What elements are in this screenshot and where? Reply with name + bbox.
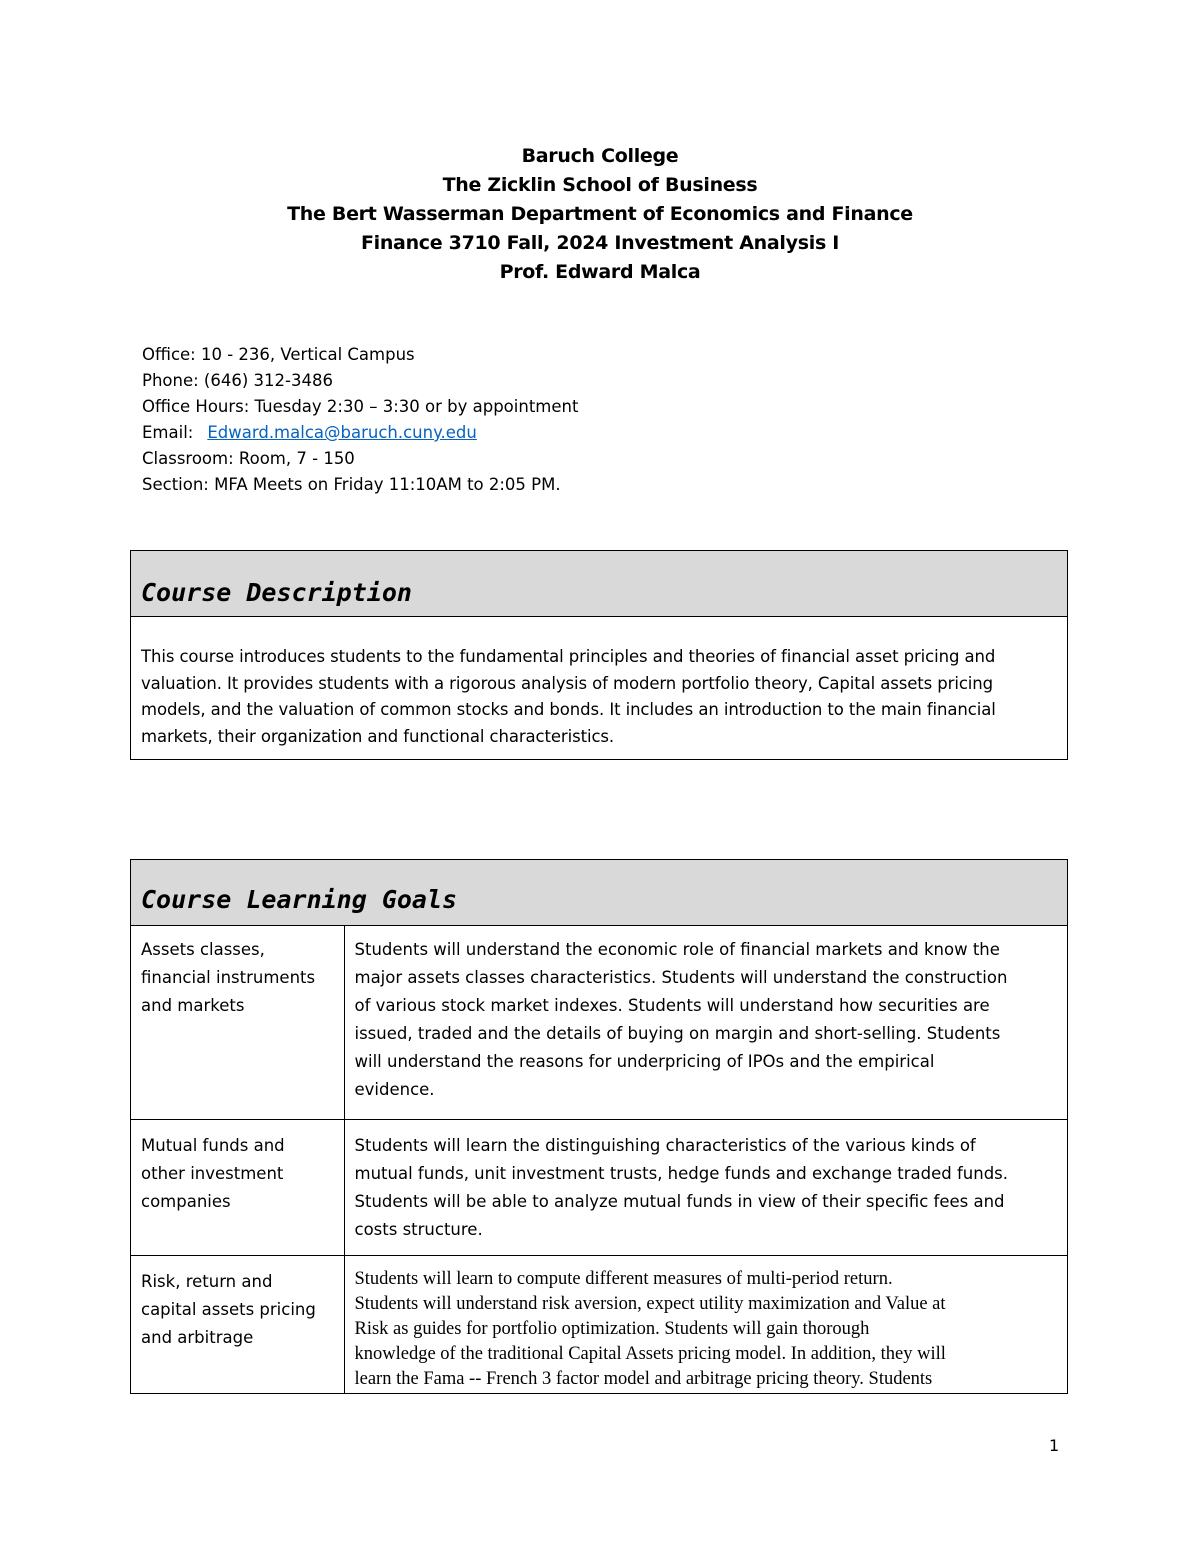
goal-description-line: Students will understand risk aversion, expect utility maximization and Value at — [354, 1293, 946, 1314]
college-name: Baruch College — [521, 145, 679, 167]
page-number: 1 — [1049, 1436, 1060, 1455]
goal-topic-line: Risk, return and — [141, 1271, 273, 1291]
goal-topic-line: and arbitrage — [141, 1327, 254, 1347]
course-learning-goals-title: Course Learning Goals — [131, 860, 1067, 926]
goal-topic-line: and markets — [141, 996, 245, 1015]
goal-description-line: Risk as guides for portfolio optimization. Students will gain thorough — [354, 1318, 870, 1339]
document-heading — [0, 142, 1200, 287]
goal-topic-line: Assets classes, — [141, 940, 265, 959]
goal-description-line: of various stock market indexes. Students will understand how securities are — [354, 996, 990, 1015]
email-link[interactable]: Edward.malca@baruch.cuny.edu — [207, 423, 477, 442]
goal-description-line: Students will learn the distinguishing characteristics of the various kinds of — [354, 1135, 976, 1155]
course-description-title: Course Description — [131, 551, 1067, 617]
department-name: The Bert Wasserman Department of Economics and Finance — [287, 203, 913, 225]
office-line: Office: 10 - 236, Vertical Campus — [142, 345, 415, 364]
goal-topic-cell — [131, 1255, 344, 1394]
goal-description-line: costs structure. — [354, 1219, 483, 1239]
goal-description-line: mutual funds, unit investment trusts, hedge funds and exchange traded funds. — [354, 1163, 1009, 1183]
description-line: This course introduces students to the fundamental principles and theories of financial asset pricing and — [141, 647, 996, 666]
phone-line: Phone: (646) 312-3486 — [142, 371, 333, 390]
goal-description-line: issued, traded and the details of buying on margin and short-selling. Students — [354, 1024, 1001, 1043]
office-hours-line: Office Hours: Tuesday 2:30 – 3:30 or by appointment — [142, 397, 579, 416]
school-name: The Zicklin School of Business — [442, 174, 758, 196]
goal-description-line: Students will learn to compute different measures of multi-period return. — [354, 1268, 893, 1289]
goal-topic-cell — [131, 1119, 344, 1255]
description-line: models, and the valuation of common stocks and bonds. It includes an introduction to the main financial — [141, 700, 996, 719]
table-row — [131, 1119, 1067, 1255]
goal-description-line: evidence. — [354, 1080, 435, 1099]
course-learning-goals-box — [130, 859, 1068, 1394]
course-title: Finance 3710 Fall, 2024 Investment Analysis I — [360, 232, 840, 254]
goal-topic-line: financial instruments — [141, 968, 316, 987]
goal-description-line: major assets classes characteristics. Students will understand the construction — [354, 968, 1008, 987]
goal-topic-line: capital assets pricing — [141, 1299, 316, 1319]
learning-goals-table — [131, 926, 1067, 1394]
description-line: valuation. It provides students with a rigorous analysis of modern portfolio theory, Capital assets pricing — [141, 673, 994, 693]
goal-description-cell — [344, 1119, 1067, 1255]
goal-description-line: Students will understand the economic role of financial markets and know the — [354, 940, 1000, 959]
email-line — [142, 420, 578, 446]
professor-name: Prof. Edward Malca — [499, 261, 701, 283]
goal-description-line: knowledge of the traditional Capital Assets pricing model. In addition, they will — [354, 1343, 946, 1364]
course-description-text — [131, 617, 1067, 750]
goal-topic-line: companies — [141, 1191, 231, 1211]
classroom-line: Classroom: Room, 7 - 150 — [142, 449, 355, 468]
table-row — [131, 1255, 1067, 1394]
goal-topic-line: Mutual funds and — [141, 1135, 285, 1155]
table-row — [131, 926, 1067, 1119]
section-line: Section: MFA Meets on Friday 11:10AM to 2:05 PM. — [142, 475, 561, 494]
goal-description-line: learn the Fama -- French 3 factor model and arbitrage pricing theory. Students — [354, 1368, 933, 1389]
email-label: Email: — [142, 423, 194, 442]
contact-info — [142, 342, 578, 498]
goal-description-line: will understand the reasons for underpricing of IPOs and the empirical — [354, 1052, 935, 1071]
course-description-box — [130, 550, 1068, 760]
goal-topic-line: other investment — [141, 1163, 284, 1183]
goal-topic-cell — [131, 926, 344, 1119]
goal-description-line: Students will be able to analyze mutual funds in view of their specific fees and — [354, 1191, 1005, 1211]
goal-description-cell — [344, 926, 1067, 1119]
description-line: markets, their organization and functional characteristics. — [141, 726, 615, 746]
goal-description-cell — [344, 1255, 1067, 1394]
